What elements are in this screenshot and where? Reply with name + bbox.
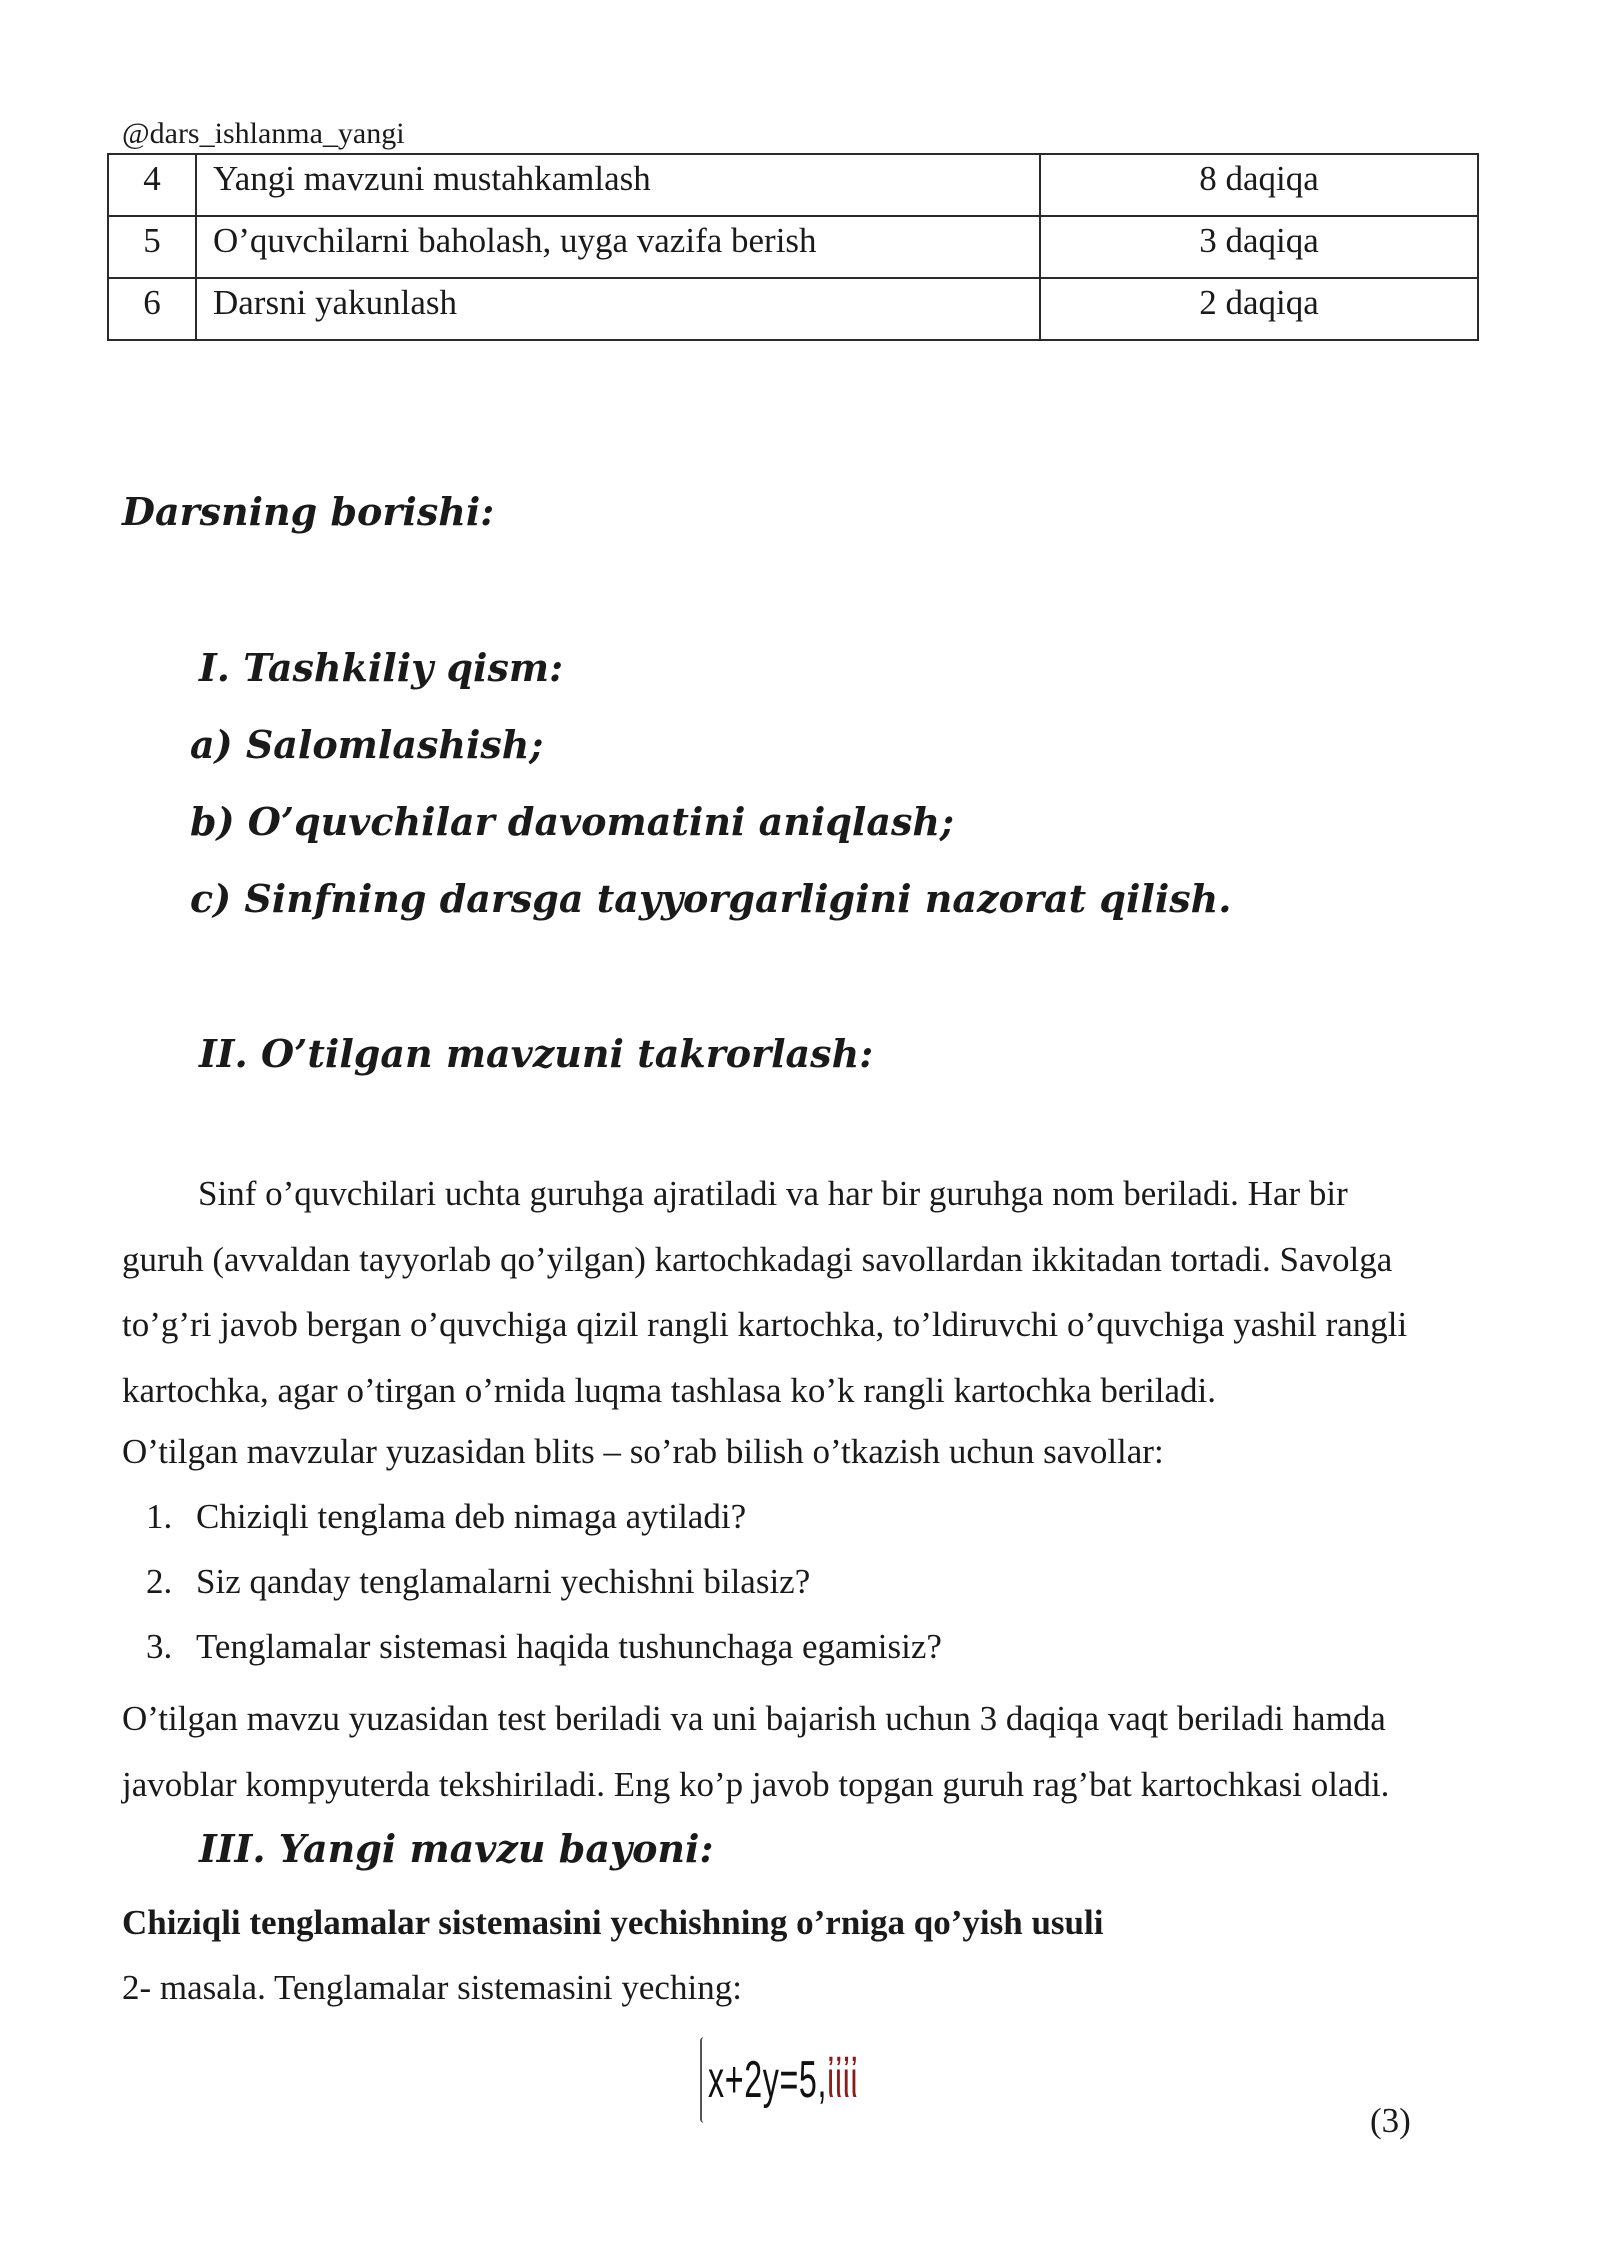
row-number: 5 (108, 216, 196, 278)
table-row (108, 216, 1478, 278)
problem-statement: 2- masala. Tenglamalar sistemasini yeching: (122, 1968, 742, 2007)
section3-subtitle: Chiziqli tenglamalar sistemasini yechishning o’rniga qo’yish usuli (122, 1903, 1104, 1942)
section1-item-c: c) Sinfning darsga tayyorgarligini nazorat qilish. (190, 876, 1232, 921)
equation-system (700, 2035, 880, 2125)
row-duration: 3 daqiqa (1040, 216, 1478, 278)
paragraph-line: javoblar kompyuterda tekshiriladi. Eng ko’p javob topgan guruh rag’bat kartochkasi oladi. (122, 1764, 1390, 1804)
watermark: @dars_ishlanma_yangi (122, 117, 405, 150)
row-activity: Darsni yakunlash (196, 278, 1040, 340)
paragraph-line: O’tilgan mavzu yuzasidan test beriladi va uni bajarish uchun 3 daqiqa vaqt beriladi hamda (122, 1699, 1386, 1738)
test-paragraph (122, 1686, 1522, 1817)
question-number: 1. (146, 1497, 173, 1536)
question-text: Chiziqli tenglama deb nimaga aytiladi? (196, 1497, 747, 1536)
question-text: Tenglamalar sistemasi haqida tushunchaga egamisiz? (196, 1627, 942, 1666)
row-number: 6 (108, 278, 196, 340)
row-number: 4 (108, 154, 196, 216)
paragraph-line: to’g’ri javob bergan o’quvchiga qizil rangli kartochka, to’ldiruvchi o’quvchiga yashil rangli (122, 1305, 1408, 1344)
equation-line (708, 2035, 858, 2125)
equation-number: (3) (1370, 2101, 1411, 2140)
question-text: Siz qanday tenglamalarni yechishni bilasiz? (196, 1562, 811, 1601)
paragraph-line: Sinf o’quvchilari uchta guruhga ajratiladi va har bir guruhga nom beriladi. Har bir (198, 1174, 1348, 1213)
row-activity: Yangi mavzuni mustahkamlash (196, 154, 1040, 216)
section2-paragraph (122, 1161, 1522, 1423)
row-activity: O’quvchilarni baholash, uyga vazifa berish (196, 216, 1040, 278)
brace-icon (700, 2037, 708, 2123)
table-row (108, 154, 1478, 216)
row-duration: 8 daqiqa (1040, 154, 1478, 216)
row-duration: 2 daqiqa (1040, 278, 1478, 340)
table-row (108, 278, 1478, 340)
equation-main: x+2y=5, (708, 2051, 828, 2109)
lesson-plan-table (107, 153, 1479, 341)
blitz-intro: O’tilgan mavzular yuzasidan blits – so’rab bilish o’tkazish uchun savollar: (122, 1432, 1164, 1471)
section3-heading: III. Yangi mavzu bayoni: (199, 1826, 714, 1871)
lesson-title: Darsning borishi: (122, 489, 495, 534)
section2-heading: II. O’tilgan mavzuni takrorlash: (199, 1031, 874, 1076)
question-number: 2. (146, 1562, 173, 1601)
paragraph-line: guruh (avvaldan tayyorlab qo’yilgan) kartochkadagi savollardan ikkitadan tortadi. Savolga (122, 1239, 1393, 1279)
question-number: 3. (146, 1627, 173, 1666)
section1-item-a: a) Salomlashish; (190, 722, 544, 767)
section1-item-b: b) O’quvchilar davomatini aniqlash; (190, 799, 954, 844)
equation-glyphs: ἰἰἰἰ (827, 2051, 859, 2109)
section1-heading: I. Tashkiliy qism: (199, 645, 564, 690)
paragraph-line: kartochka, agar o’tirgan o’rnida luqma tashlasa ko’k rangli kartochka beriladi. (122, 1370, 1217, 1410)
